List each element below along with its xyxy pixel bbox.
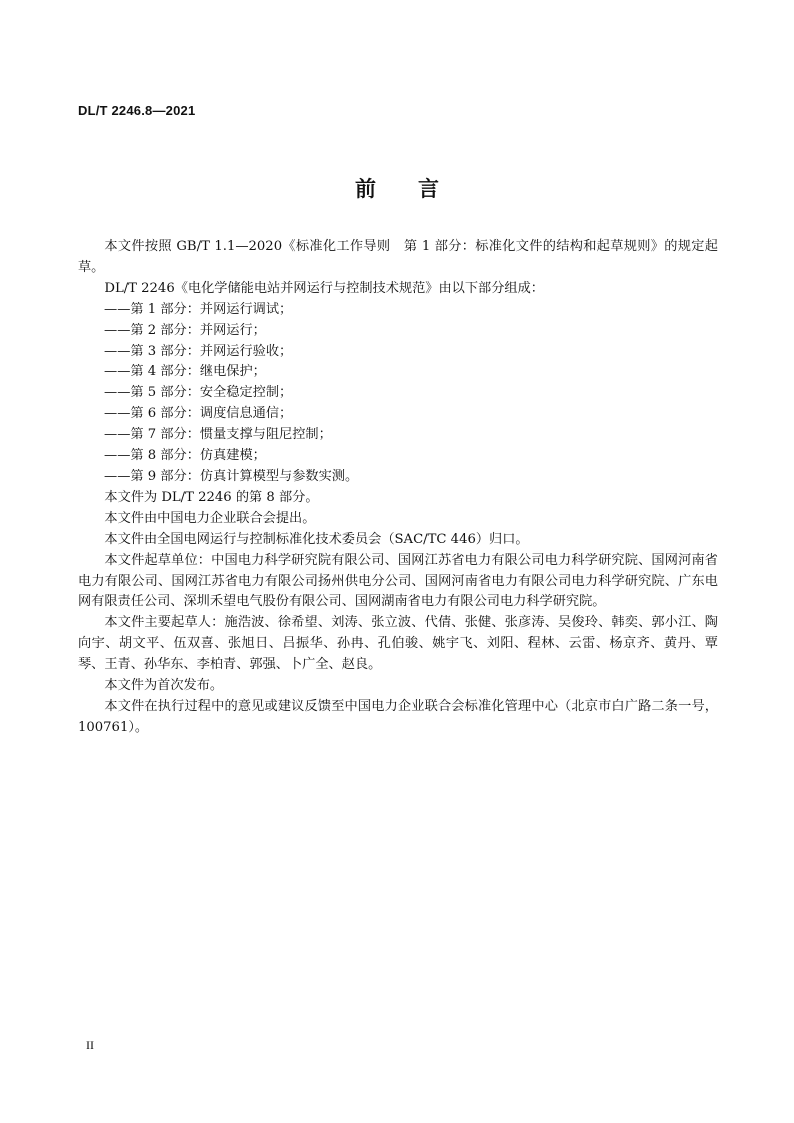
list-item: ——第 9 部分：仿真计算模型与参数实测。 (104, 468, 359, 484)
list-item: ——第 4 部分：继电保护； (104, 364, 266, 380)
list-item: ——第 1 部分：并网运行调试； (104, 301, 293, 317)
paragraph-part-number: 本文件为 DL/T 2246 的第 8 部分。 (104, 489, 319, 505)
page-number: II (86, 1038, 94, 1052)
list-item: ——第 7 部分：惯量支撑与阻尼控制； (104, 427, 332, 443)
paragraph-committee: 本文件由全国电网运行与控制标准化技术委员会（SAC/TC 446）归口。 (104, 531, 529, 547)
list-item: ——第 8 部分：仿真建模； (104, 448, 266, 464)
list-item: ——第 5 部分：安全稳定控制； (104, 385, 293, 401)
list-item: ——第 3 部分：并网运行验收； (104, 343, 293, 359)
paragraph-feedback: 本文件在执行过程中的意见或建议反馈至中国电力企业联合会标准化管理中心（北京市白广路二条一号，100761）。 (78, 698, 718, 735)
document-code: DL/T 2246.8—2021 (78, 103, 196, 118)
paragraph-first-release: 本文件为首次发布。 (104, 678, 224, 694)
paragraph-drafting-basis: 本文件按照 GB/T 1.1—2020《标准化工作导则 第 1 部分：标准化文件的结构和起草规则》的规定起草。 (78, 239, 718, 275)
list-item: ——第 6 部分：调度信息通信； (104, 406, 293, 422)
page-title: 前 言 (355, 176, 439, 201)
paragraph-drafters: 本文件主要起草人：施浩波、徐希望、刘涛、张立波、代倩、张健、张彦涛、吴俊玲、韩奕、郭小江、陶向宇、胡文平、伍双喜、张旭日、吕振华、孙冉、孔伯骏、姚宇飞、刘阳、程林、云雷、杨京齐、黄丹、覃琴、王青、孙华东、李柏青、郭强、卜广全、赵良。 (78, 615, 718, 673)
paragraph-drafting-units: 本文件起草单位：中国电力科学研究院有限公司、国网江苏省电力有限公司电力科学研究院、国网河南省电力有限公司、国网江苏省电力有限公司扬州供电分公司、国网河南省电力有限公司电力科学研究院、广东电网有限责任公司、深圳禾望电气股份有限公司、国网湖南省电力有限公司电力科学研究院。 (78, 552, 718, 610)
paragraph-proposer: 本文件由中国电力企业联合会提出。 (104, 510, 316, 526)
document-body (78, 237, 718, 739)
list-item: ——第 2 部分：并网运行； (104, 322, 266, 338)
paragraph-parts-intro: DL/T 2246《电化学储能电站并网运行与控制技术规范》由以下部分组成： (104, 280, 544, 296)
